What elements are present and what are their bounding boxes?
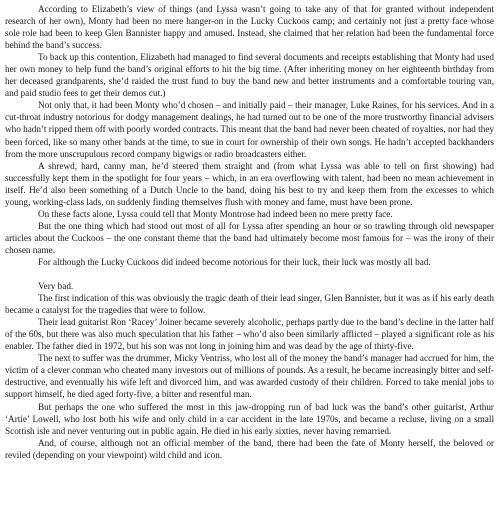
- paragraph-9: The first indication of this was obviously the tragic death of their lead singer, Glen Bannister, but it was as if his early death became a catalyst for the tragedies that were to follow.: [5, 293, 494, 316]
- paragraph-12: But perhaps the one who suffered the most in this jaw-dropping run of bad luck was the band’s other guitarist, Arthur ‘Artie’ Lowell, who lost both his wife and only child in a car accident in the late 1970s, and became a recluse, living on a small Scottish isle and never venturing out in public again. He died in his early sixties, never having remarried.: [5, 401, 494, 436]
- paragraph-8: Very bad.: [38, 281, 74, 292]
- paragraph-2: To back up this contention, Elizabeth had managed to find several documents and receipts establishing that Monty had used her own money to help fund the band’s original efforts to hit the big time. (After inheriting money on her eighteenth birthday from her deceased grandparents, she’d raided the trust fund to buy the band new and better instruments and a comfortable touring van, and paid studio fees to get their demos cut.): [5, 52, 494, 99]
- paragraph-10: Their lead guitarist Ron ‘Racey’ Joiner became severely alcoholic, perhaps partly due to the band’s decline in the latter half of the 60s, but there was also much speculation that his father – who’d also been similarly afflicted – played a significant role as his enabler. The father died in 1972, but his son was not long in joining him and was dead by the age of thirty-five.: [5, 317, 494, 352]
- paragraph-1: According to Elizabeth’s view of things (and Lyssa wasn’t going to take any of that for granted without independent research of her own), Monty had been no mere hanger-on in the Lucky Cuckoos camp; and certainly not just a pretty face whose sole role had been to keep Glen Bannister happy and amused. Instead, she claimed that her relation had been the fundamental force behind the band’s success.: [5, 4, 494, 51]
- paragraph-5: On these facts alone, Lyssa could tell that Monty Montrose had indeed been no mere pretty face.: [38, 208, 393, 219]
- paragraph-6: But the one thing which had stood out most of all for Lyssa after spending an hour or so trawling through old newspaper articles about the Cuckoos – the one constant theme that the band had ultimately become most famous for – was the irony of their chosen name.: [5, 220, 494, 255]
- document-page: [5, 3, 494, 461]
- paragraph-13: And, of course, although not an official member of the band, there had been the fate of Monty herself, the beloved or reviled (depending on your viewpoint) wild child and icon.: [5, 437, 494, 460]
- paragraph-11: The next to suffer was the drummer, Micky Ventriss, who lost all of the money the band’s manager had accrued for him, the victim of a clever conman who cheated many investors out of millions of pounds. As a result, he became increasingly bitter and self-destructive, and eventually his wife left and divorced him, and was awarded custody of their children. Forced to take menial jobs to support himself, he died aged forty-five, a bitter and resentful man.: [5, 353, 494, 400]
- paragraph-4: A shrewd, hard, canny man, he’d steered them straight and (from what Lyssa was able to tell on first showing) had successfully kept them in the spotlight for four years – which, in an era overflowing with talent, had been no mean achievement in itself. He’d also been something of a Dutch Uncle to the band, doing his best to try and keep them from the excesses to which young, working-class lads, on suddenly finding themselves flush with money and fame, must have been prone.: [5, 160, 494, 207]
- paragraph-3: Not only that, it had been Monty who’d chosen – and initially paid – their manager, Luke Raines, for his services. And in a cut-throat industry notorious for dodgy management dealings, he had turned out to be one of the more trustworthy financial advisers who hadn’t ripped them off with poorly worded contracts. This meant that the band had never been cheated of royalties, nor had they been forced, like so many other bands at the time, to sue in court for ownership of their own songs. He hadn’t accepted backhanders from the more unscrupulous record company bigwigs or radio broadcasters either.: [5, 100, 494, 159]
- paragraph-7: For although the Lucky Cuckoos did indeed become notorious for their luck, their luck was mostly all bad.: [38, 256, 431, 267]
